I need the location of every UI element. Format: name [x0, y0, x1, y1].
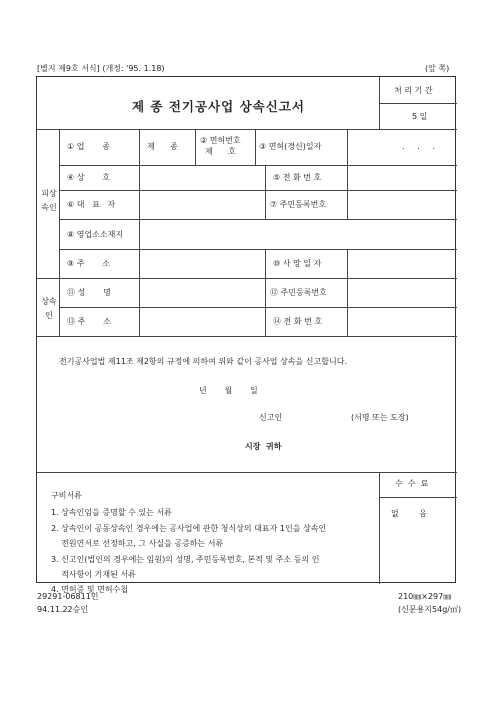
documents-heading: 구비서류 [51, 491, 82, 500]
divider [195, 129, 196, 165]
declaration-date[interactable]: 년 월 일 [199, 386, 258, 395]
business-type-value[interactable]: 제 종 [147, 142, 178, 151]
divider [265, 165, 266, 219]
document-item: 1. 상속인임을 증명할 수 있는 서류 [51, 508, 172, 517]
divider [379, 472, 380, 584]
page-side: (앞 쪽) [425, 64, 450, 73]
representative-label: ⑥ 대 표 자 [67, 200, 116, 209]
death-date-label: ⑩ 사 망 일 자 [273, 259, 322, 268]
license-date-value[interactable]: . . . [402, 142, 436, 151]
divider [37, 336, 457, 337]
divider [139, 129, 140, 336]
business-office-label: ⑧ 영업소소재지 [67, 230, 124, 239]
divider [37, 129, 457, 130]
heir-phone-label: ⑭ 전 화 번 호 [273, 317, 323, 326]
license-number-field[interactable]: ② 면허번호 제 호 [200, 136, 241, 156]
signature-label: (서명 또는 도장) [351, 413, 409, 422]
address-label: ⑨ 주 소 [67, 259, 110, 268]
divider [347, 129, 348, 165]
divider [59, 165, 457, 166]
form-title: 제 종 전기공사업 상속신고서 [132, 99, 305, 114]
trade-name-label: ④ 상 호 [67, 173, 110, 182]
document-item: 전원연서로 선정하고, 그 사실을 공증하는 서류 [51, 539, 224, 548]
form-number: [별지 제9호 서식] (개정: '95. 1.18) [37, 64, 165, 73]
form-code: 29291-06811민 [37, 592, 99, 601]
divider [37, 472, 457, 473]
divider [37, 278, 457, 279]
rrn-label: ⑦ 주민등록번호 [270, 200, 327, 209]
heir-address-label: ⑬ 주 소 [67, 317, 111, 326]
divider [347, 165, 348, 219]
paper-size: 210㎜×297㎜ [398, 592, 452, 601]
divider [59, 219, 457, 220]
deceased-section-label: 피상 속인 [41, 189, 57, 212]
fee-label: 수 수 료 [395, 479, 429, 488]
report-form [36, 76, 456, 594]
divider [255, 129, 256, 165]
business-type-label: ① 업 종 [67, 142, 110, 151]
processing-period-value: 5 일 [412, 112, 428, 121]
divider [59, 129, 60, 336]
divider [379, 103, 457, 104]
divider [59, 307, 457, 308]
heir-name-label: ⑪ 성 명 [67, 288, 111, 297]
reporter-label: 신고인 [259, 413, 283, 422]
paper-type: (신문용지54g/㎡) [398, 605, 462, 614]
phone-label: ⑤ 전 화 번 호 [273, 173, 322, 182]
divider [347, 249, 348, 336]
approval-date: 94.11.22승인 [37, 605, 89, 614]
declaration-text: 전기공사업법 제11조 제2항의 규정에 의하여 위와 같이 공사업 상속을 신고합니다. [59, 357, 347, 366]
document-item: 3. 신고인(법인의 경우에는 임원)의 성명, 주민등록번호, 본적 및 주소 등의 인 [51, 555, 320, 564]
divider [265, 249, 266, 336]
fee-value: 없 음 [391, 509, 427, 518]
divider [59, 190, 457, 191]
document-item: 적사항이 기재된 서류 [51, 570, 136, 579]
heir-rrn-label: ⑫ 주민등록번호 [270, 288, 327, 297]
divider [379, 497, 457, 498]
divider [59, 249, 457, 250]
heir-section-label: 상속 인 [41, 297, 57, 320]
document-item: 2. 상속인이 공동상속인 경우에는 공사업에 관한 청식상의 대표자 1인을 상속인 [51, 524, 327, 533]
processing-period-label: 처 리 기 간 [394, 86, 433, 95]
addressee: 시장 귀하 [245, 442, 282, 451]
document-item: 4. 면허증 및 면허수첩 [51, 585, 129, 594]
license-date-label: ③ 면허(경신)일자 [259, 142, 322, 151]
